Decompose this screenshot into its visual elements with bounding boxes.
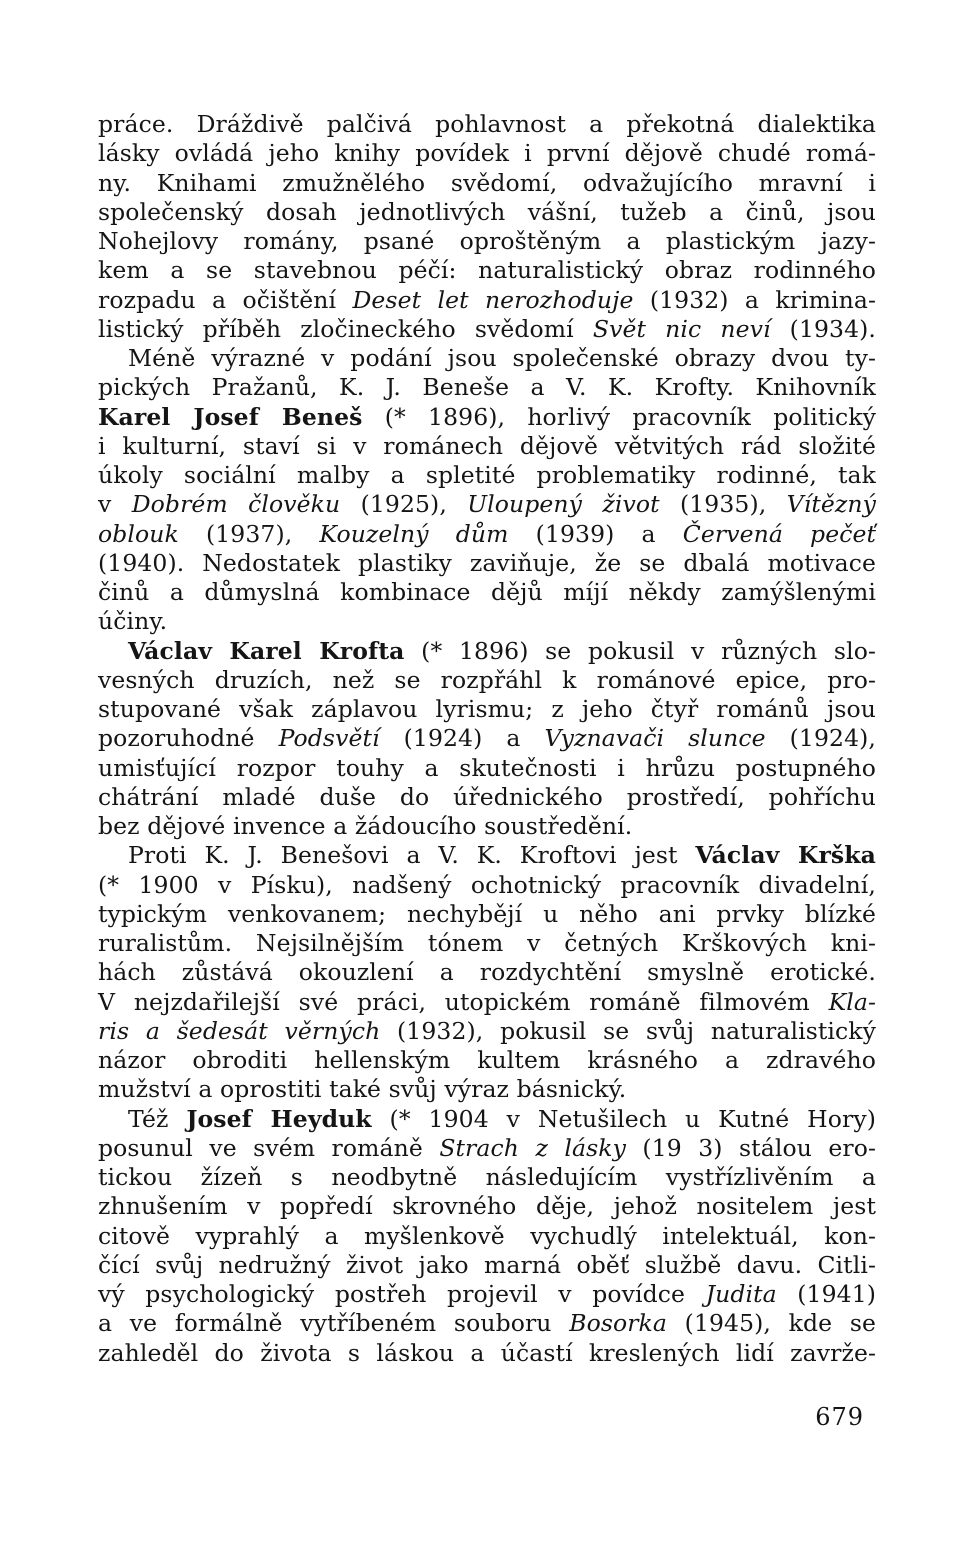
book-title: Vítězný <box>786 490 876 519</box>
text-segment: (1935), <box>659 490 787 519</box>
author-name: Josef Heyduk <box>186 1104 372 1133</box>
text-segment: vesných druzích, než se rozpřáhl k románové epice, pro- <box>98 665 876 694</box>
text-line <box>98 724 876 753</box>
text-segment: (1934). <box>770 314 876 343</box>
text-line <box>98 110 876 139</box>
text-segment: citově vyprahlý a myšlenkově vychudlý intelektuál, kon- <box>98 1221 876 1250</box>
book-title: Bosorka <box>569 1309 668 1338</box>
text-segment: stupované však záplavou lyrismu; z jeho čtyř románů jsou <box>98 695 876 723</box>
text-line <box>98 520 876 549</box>
text-line <box>98 315 876 344</box>
text-segment: tickou žízeň s neodbytně následujícím vystřízlivěním a <box>98 1163 876 1191</box>
text-line <box>98 1309 876 1338</box>
text-segment: ruralistům. Nejsilnějším tónem v četných Krškových kni- <box>98 929 876 957</box>
text-segment: (1941) <box>776 1280 877 1308</box>
text-line <box>98 754 876 783</box>
text-segment: (1925), <box>340 490 468 519</box>
text-line <box>98 227 876 256</box>
book-title: Strach z lásky <box>439 1133 626 1162</box>
text-segment: ny. Knihami zmužnělého svědomí, odvažujícího mravní i <box>98 168 876 197</box>
author-name: Václav Karel Krofta <box>128 636 405 665</box>
text-line <box>98 1192 876 1221</box>
text-line <box>98 256 876 285</box>
text-segment: i kulturní, staví si v románech dějově větvitých rád složité <box>98 431 876 460</box>
text-block <box>98 110 876 1368</box>
book-title: Podsvětí <box>278 724 380 753</box>
text-segment: Též <box>128 1104 187 1133</box>
text-segment: posunul ve svém románě <box>98 1133 440 1162</box>
book-title: Vyznavači slunce <box>544 724 766 753</box>
text-segment: (1945), kde se <box>667 1309 876 1338</box>
text-line <box>98 637 876 666</box>
text-segment: čící svůj nedružný život jako marná oběť službě davu. Citli- <box>98 1250 876 1279</box>
book-title: Červená pečeť <box>682 519 877 548</box>
text-segment: bez dějové invence a žádoucího soustředění. <box>98 812 633 840</box>
text-line <box>98 666 876 695</box>
text-segment: v <box>98 490 132 519</box>
author-name: Václav Krška <box>695 841 876 870</box>
text-segment: (19 3) stálou ero- <box>625 1133 877 1162</box>
text-line <box>98 958 876 987</box>
text-segment: a ve formálně vytříbeném souboru <box>98 1309 570 1338</box>
book-title: Deset let nerozhoduje <box>352 285 634 314</box>
text-line <box>98 1105 876 1134</box>
text-segment: rozpadu a očištění <box>98 285 353 314</box>
text-line <box>98 871 876 900</box>
text-segment: pických Pražanů, K. J. Beneše a V. K. Krofty. Knihovník <box>98 373 876 402</box>
text-line <box>98 1017 876 1046</box>
text-line <box>98 1280 876 1309</box>
text-line <box>98 578 876 607</box>
text-segment: úkoly sociální malby a spletité problematiky rodinné, tak <box>98 461 876 489</box>
text-line <box>98 139 876 168</box>
text-segment: činů a důmyslná kombinace dějů míjí někdy zamýšlenými <box>98 578 876 606</box>
text-segment: (* 1896) se pokusil v různých slo- <box>404 636 876 665</box>
text-line <box>98 1075 876 1104</box>
text-segment: Nohejlovy romány, psané oproštěným a plastickým jazy- <box>98 227 876 255</box>
text-segment: (1932) a krimina- <box>633 285 876 314</box>
text-segment: zahleděl do života s láskou a účastí kreslených lidí zavrže- <box>98 1338 876 1367</box>
text-segment: (1937), <box>178 519 320 548</box>
text-segment: práce. Dráždivě palčivá pohlavnost a překotná dialektika <box>98 110 876 138</box>
text-line <box>98 286 876 315</box>
text-line <box>98 344 876 373</box>
page-number: 679 <box>815 1403 864 1431</box>
book-title: Uloupený život <box>467 490 660 519</box>
text-line <box>98 929 876 958</box>
text-line <box>98 490 876 519</box>
text-line <box>98 1134 876 1163</box>
text-line <box>98 1251 876 1280</box>
text-segment: chátrání mladé duše do úřednického prostředí, pohříchu <box>98 782 876 811</box>
text-segment: listický příběh zločineckého svědomí <box>98 314 593 343</box>
book-title: Svět nic neví <box>592 314 771 343</box>
text-segment: hách zůstává okouzlení a rozdychtění smyslně erotické. <box>98 958 876 987</box>
book-title: Judita <box>705 1280 777 1308</box>
text-line <box>98 169 876 198</box>
book-title: Kla- <box>828 987 876 1016</box>
text-segment: (1932), pokusil se svůj naturalistický <box>380 1016 876 1045</box>
book-title: ris a šedesát věrných <box>98 1016 381 1045</box>
text-segment: pozoruhodné <box>98 724 279 753</box>
text-line <box>98 607 876 636</box>
text-segment: (* 1904 v Netušilech u Kutné Hory) <box>371 1104 877 1133</box>
text-segment: V nejzdařilejší své práci, utopickém románě filmovém <box>98 987 829 1016</box>
text-segment: vý psychologický postřeh projevil v povídce <box>98 1280 706 1308</box>
text-line <box>98 1163 876 1192</box>
author-name: Karel Josef Beneš <box>98 402 363 431</box>
text-segment: (1939) a <box>508 519 683 548</box>
text-segment: (* 1900 v Písku), nadšený ochotnický pracovník divadelní, <box>98 870 876 899</box>
text-line <box>98 461 876 490</box>
text-segment: Méně výrazné v podání jsou společenské obrazy dvou ty- <box>128 344 876 372</box>
text-line <box>98 900 876 929</box>
text-line <box>98 695 876 724</box>
text-segment: lásky ovládá jeho knihy povídek i první dějově chudé romá- <box>98 139 876 168</box>
text-line <box>98 373 876 402</box>
book-title: Dobrém člověku <box>131 490 341 519</box>
text-segment: zhnušením v popředí skrovného děje, jehož nositelem jest <box>98 1192 876 1221</box>
text-line <box>98 783 876 812</box>
book-title: Kouzelný dům <box>319 519 509 548</box>
text-line <box>98 432 876 461</box>
text-segment: (* 1896), horlivý pracovník politický <box>362 402 876 431</box>
text-line <box>98 198 876 227</box>
text-segment: mužství a oprostiti také svůj výraz básnický. <box>98 1075 627 1104</box>
text-segment: společenský dosah jednotlivých vášní, tužeb a činů, jsou <box>98 197 876 226</box>
text-segment: (1924) a <box>379 724 545 753</box>
text-segment: Proti K. J. Benešovi a V. K. Kroftovi jest <box>128 841 696 870</box>
text-line <box>98 988 876 1017</box>
text-segment: (1924), <box>765 724 876 753</box>
text-line <box>98 1222 876 1251</box>
text-line <box>98 1046 876 1075</box>
book-title: oblouk <box>98 519 179 548</box>
text-line <box>98 1339 876 1368</box>
text-segment: umisťující rozpor touhy a skutečnosti i hrůzu postupného <box>98 753 876 782</box>
text-segment: kem a se stavebnou péčí: naturalistický obraz rodinného <box>98 256 876 285</box>
text-segment: typickým venkovanem; nechybějí u něho ani prvky blízké <box>98 899 876 928</box>
text-line <box>98 403 876 432</box>
text-line <box>98 549 876 578</box>
text-line <box>98 812 876 841</box>
text-segment: názor obroditi hellenským kultem krásného a zdravého <box>98 1046 876 1074</box>
text-segment: účiny. <box>98 607 168 636</box>
text-line <box>98 841 876 870</box>
text-segment: (1940). Nedostatek plastiky zaviňuje, že se dbalá motivace <box>98 548 876 577</box>
